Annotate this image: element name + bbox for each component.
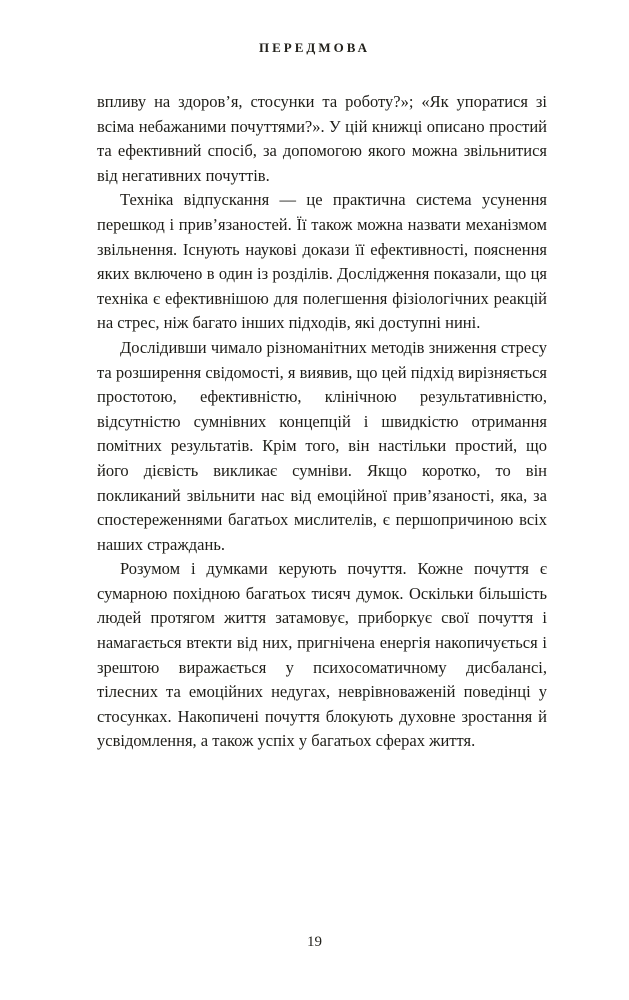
paragraph: Техніка відпускання — це практична система усунення перешкод і прив’язаностей. Її також можна назвати механізмом звільнення. Існують наукові докази її ефективності, пояснення яких включено в один із розділів. Дослідження показали, що ця техніка є ефективнішою для полегшення фізіологічних реакцій на стрес, ніж багато інших підходів, які доступні нині. xyxy=(97,190,547,333)
body-text xyxy=(97,90,547,754)
paragraph: впливу на здоров’я, стосунки та роботу?»; «Як упоратися зі всіма небажаними почуттями?». У цій книжці описано простий та ефективний спосіб, за допомогою якого можна звільнитися від негативних почуттів. xyxy=(97,92,547,185)
page-number: 19 xyxy=(307,934,322,950)
paragraph: Дослідивши чимало різноманітних методів зниження стресу та розширення свідомості, я виявив, що цей підхід вирізняється простотою, ефективністю, клінічною результативністю, відсутністю сумнівних концепцій і швидкістю отримання помітних результатів. Крім того, він настільки простий, що його дієвість викликає сумніви. Якщо коротко, то він покликаний звільнити нас від емоційної прив’язаності, яка, за спостереженнями багатьох мислителів, є першопричиною всіх наших страждань. xyxy=(97,337,547,554)
running-head: ПЕРЕДМОВА xyxy=(259,40,370,55)
paragraph: Розумом і думками керують почуття. Кожне почуття є сумарною похідною багатьох тисяч думок. Оскільки більшість людей протягом життя затамовує, приборкує свої почуття і намагається втекти від них, пригнічена енергія накопичується і зрештою виражається у психосоматичному дисбалансі, тілесних та емоційних недугах, неврівноваженій поведінці у стосунках. Накопичені почуття блокують духовне зростання й усвідомлення, а також успіх у багатьох сферах життя. xyxy=(97,559,547,751)
